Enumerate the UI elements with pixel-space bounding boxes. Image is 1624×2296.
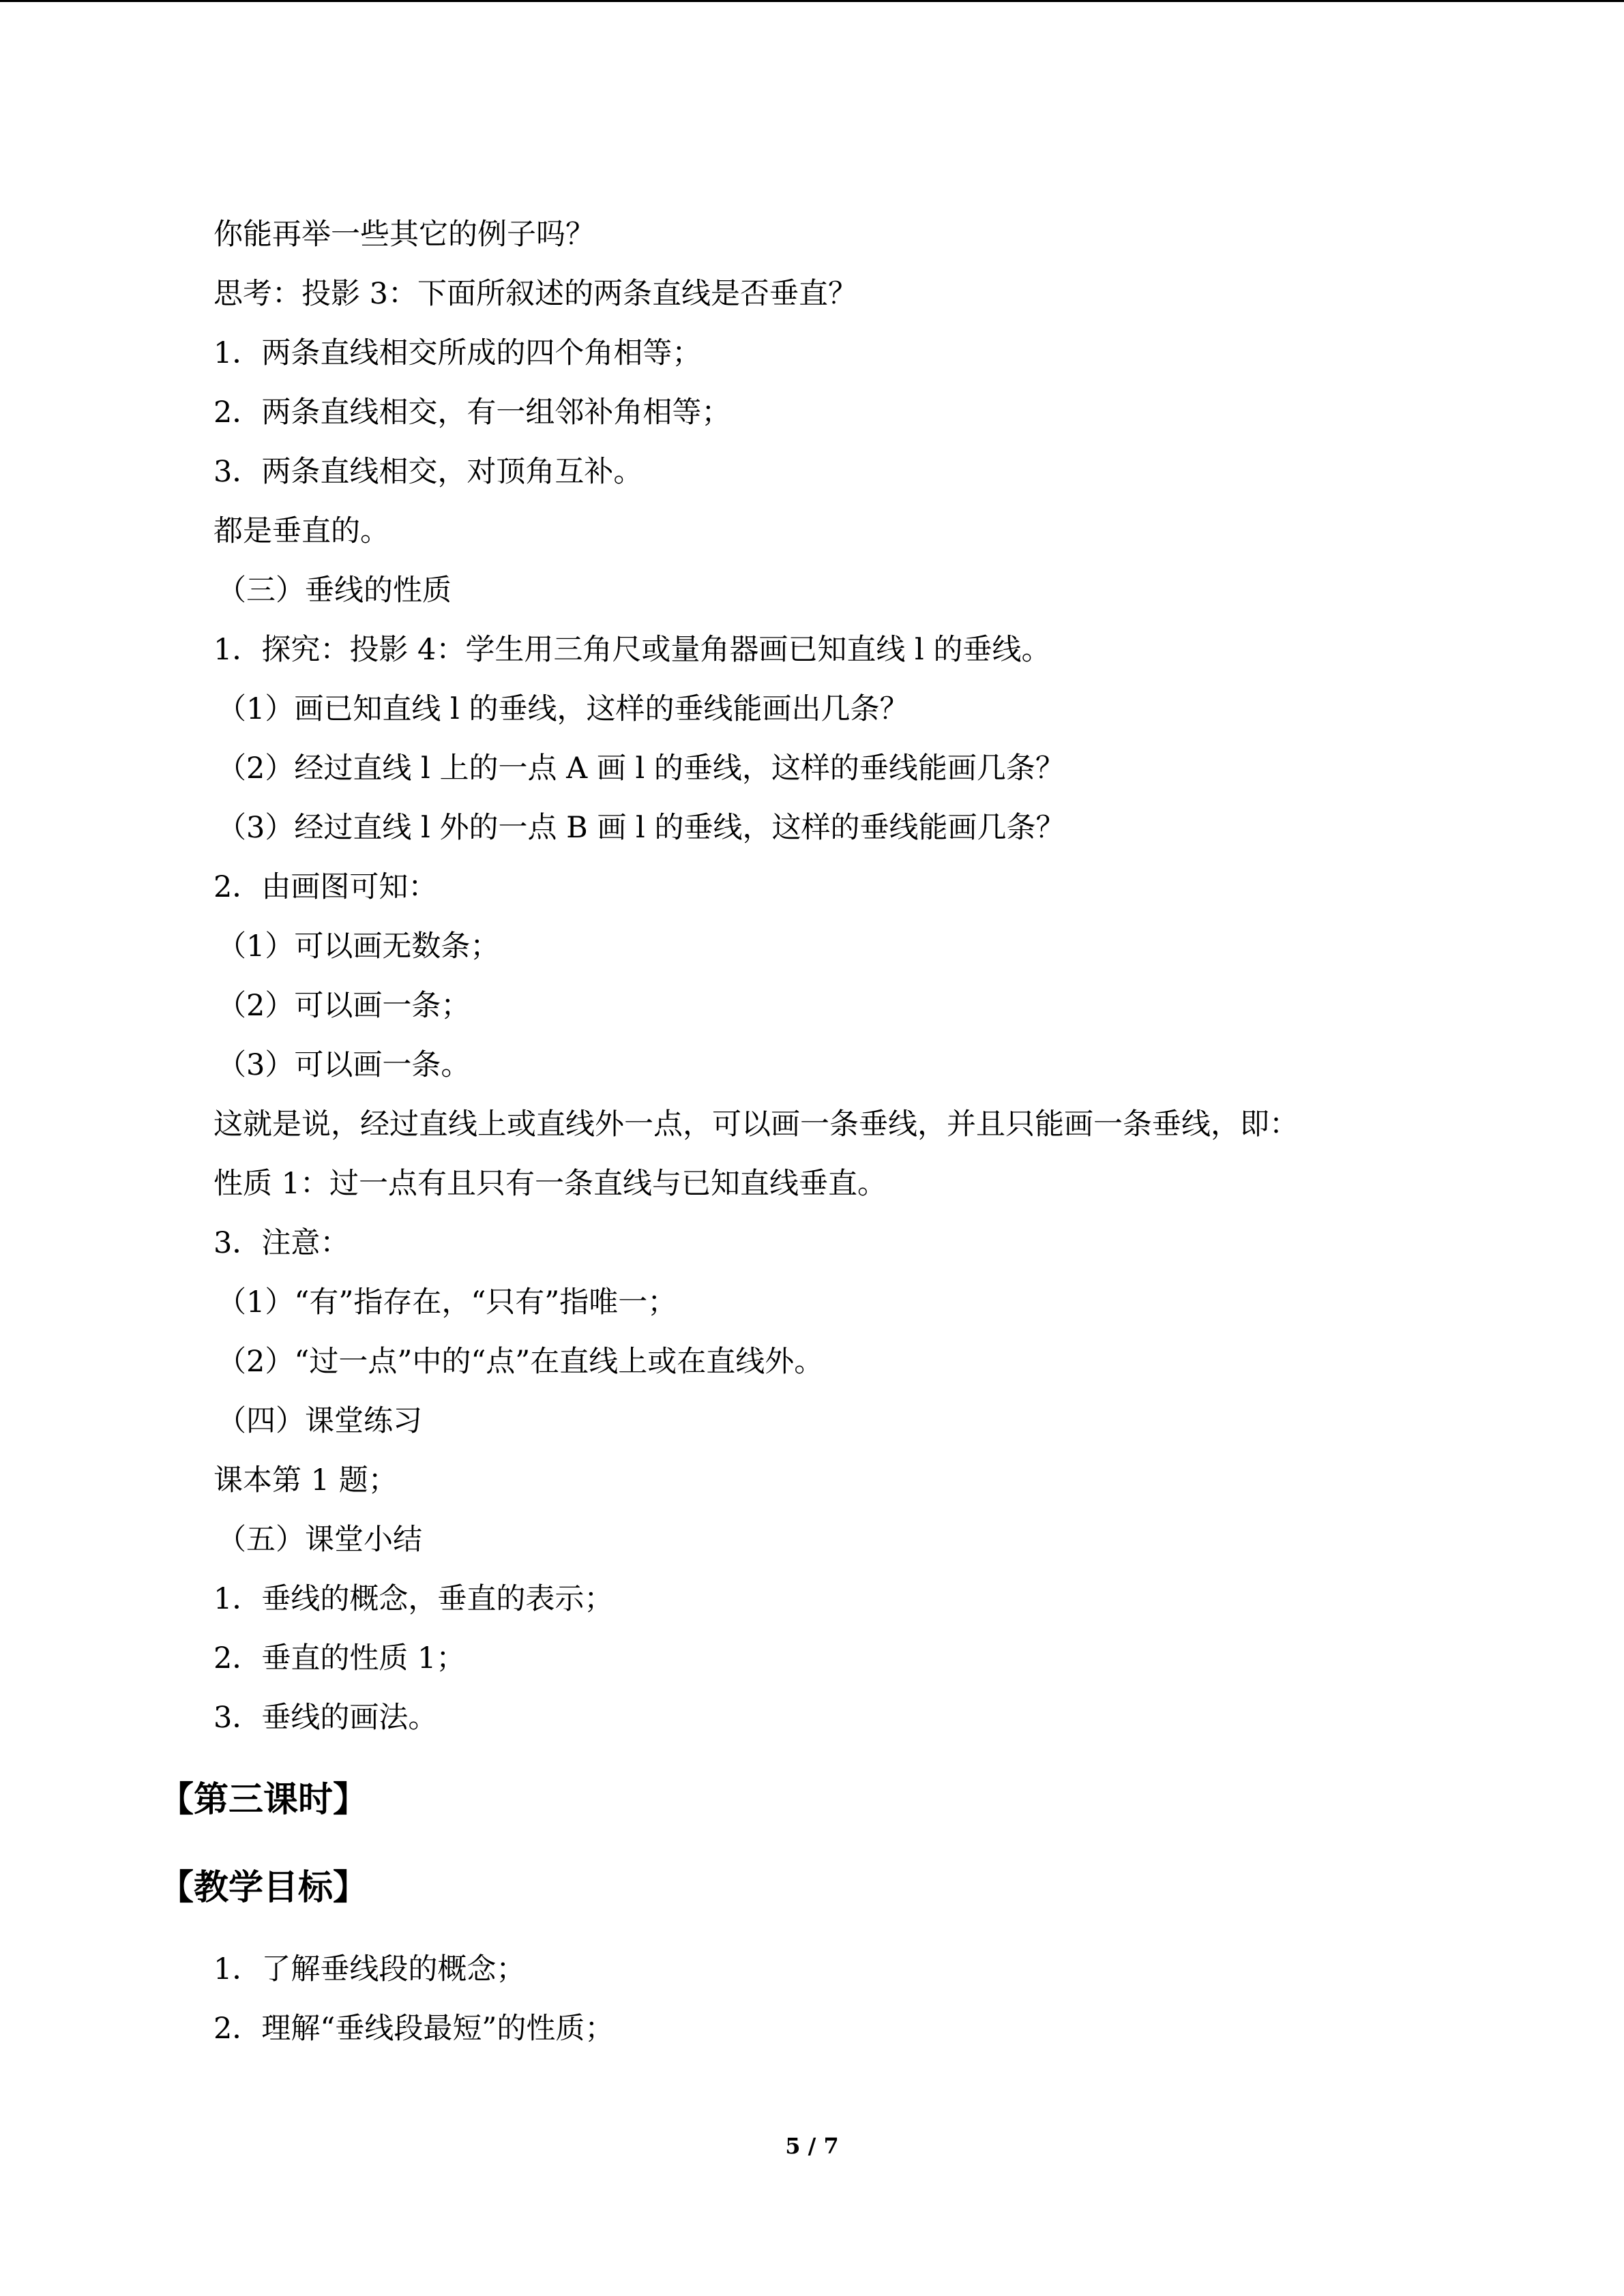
text-line: 你能再举一些其它的例子吗？ bbox=[213, 218, 595, 252]
text-line: 3．两条直线相交，对顶角互补。 bbox=[213, 455, 643, 489]
text-line: （1）“有”指存在，“只有”指唯一； bbox=[217, 1285, 677, 1320]
text-line: 这就是说，经过直线上或直线外一点，可以画一条垂线，并且只能画一条垂线，即： bbox=[213, 1107, 1299, 1142]
page-number: 5 / 7 bbox=[785, 2133, 839, 2159]
goal-line: 1．了解垂线段的概念； bbox=[213, 1952, 526, 1986]
text-line: （3）可以画一条。 bbox=[217, 1048, 471, 1082]
text-line: 1．垂线的概念，垂直的表示； bbox=[213, 1582, 614, 1616]
text-line: 3．注意： bbox=[213, 1226, 350, 1260]
lesson-heading: 【第三课时】 bbox=[159, 1779, 368, 1820]
text-line: （1）可以画无数条； bbox=[217, 929, 500, 964]
text-line: 2．由画图可知： bbox=[213, 870, 438, 904]
text-line: 课本第 1 题； bbox=[213, 1463, 398, 1497]
text-line: 1．探究：投影 4：学生用三角尺或量角器画已知直线 l 的垂线。 bbox=[213, 633, 1051, 667]
goals-heading: 【教学目标】 bbox=[159, 1867, 368, 1908]
text-line: 思考：投影 3：下面所叙述的两条直线是否垂直？ bbox=[213, 277, 858, 311]
text-line: 2．两条直线相交，有一组邻补角相等； bbox=[213, 396, 731, 430]
text-line: （1）画已知直线 l 的垂线，这样的垂线能画出几条？ bbox=[217, 692, 909, 726]
text-line: （2）经过直线 l 上的一点 A 画 l 的垂线，这样的垂线能画几条？ bbox=[217, 751, 1065, 786]
text-line: 3．垂线的画法。 bbox=[213, 1701, 438, 1735]
section-heading: （四）课堂练习 bbox=[217, 1404, 422, 1438]
text-line: 性质 1：过一点有且只有一条直线与已知直线垂直。 bbox=[213, 1167, 887, 1201]
text-line: 1．两条直线相交所成的四个角相等； bbox=[213, 336, 702, 370]
goal-line: 2．理解“垂线段最短”的性质； bbox=[213, 2012, 615, 2046]
text-line: （2）“过一点”中的“点”在直线上或在直线外。 bbox=[217, 1345, 824, 1379]
text-line: 都是垂直的。 bbox=[213, 514, 389, 548]
section-heading: （三）垂线的性质 bbox=[217, 573, 452, 608]
section-heading: （五）课堂小结 bbox=[217, 1523, 422, 1557]
text-line: 2．垂直的性质 1； bbox=[213, 1641, 466, 1675]
text-line: （2）可以画一条； bbox=[217, 989, 471, 1023]
text-line: （3）经过直线 l 外的一点 B 画 l 的垂线，这样的垂线能画几条？ bbox=[217, 811, 1065, 845]
